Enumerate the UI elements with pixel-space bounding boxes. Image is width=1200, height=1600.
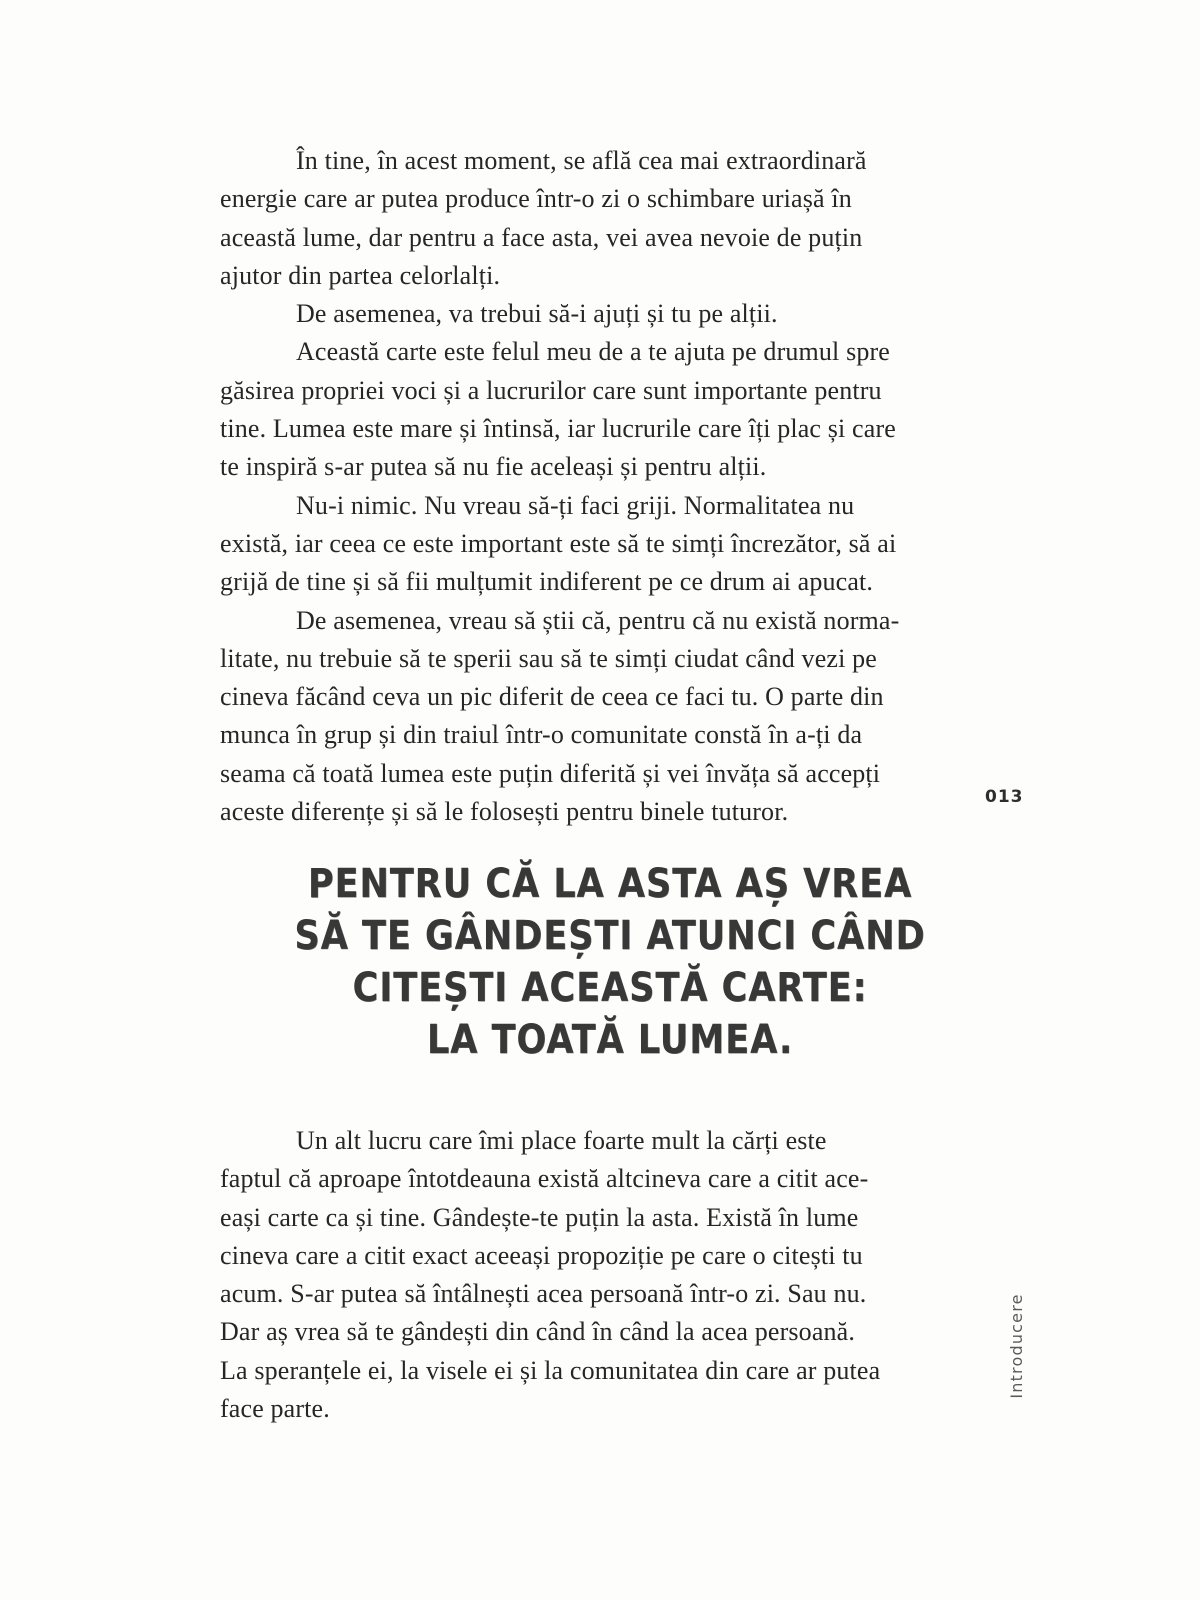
text-line: Nu-i nimic. Nu vreau să-ți faci griji. Normalitatea nu [296, 490, 855, 520]
text-line: munca în grup și din traiul într-o comunitate constă în a-ți da [220, 720, 863, 750]
text-line: eași carte ca și tine. Gândește-te puțin la asta. Există în lume [220, 1202, 859, 1232]
page-number: 013 [985, 787, 1024, 807]
text-line: acum. S-ar putea să întâlnești acea persoană într-o zi. Sau nu. [220, 1279, 867, 1309]
pull-quote [267, 858, 953, 1066]
text-line: găsirea propriei voci și a lucrurilor care sunt importante pentru [220, 375, 882, 405]
text-line: aceste diferențe și să le folosești pentru binele tuturor. [220, 797, 789, 827]
text-line: În tine, în acest moment, se află cea mai extraordinară [296, 146, 867, 175]
text-line: La speranțele ei, la visele ei și la comunitatea din care ar putea [220, 1355, 881, 1385]
text-line: tine. Lumea este mare și întinsă, iar lucrurile care îți plac și care [220, 414, 896, 444]
text-line: Un alt lucru care îmi place foarte mult la cărți este [296, 1126, 827, 1155]
text-line: face parte. [220, 1394, 330, 1424]
text-line: cineva care a citit exact aceeași propoziție pe care o citești tu [220, 1240, 863, 1270]
body-text-bottom [220, 1122, 1000, 1428]
pull-quote-line: SĂ TE GÂNDEȘTI ATUNCI CÂND [294, 913, 926, 959]
text-line: te inspiră s-ar putea să nu fie aceleași și pentru alții. [220, 452, 767, 482]
pull-quote-line: LA TOATĂ LUMEA. [426, 1017, 794, 1063]
body-text-top [220, 142, 1000, 831]
text-line: ajutor din partea celorlalți. [220, 260, 501, 290]
text-line: De asemenea, vreau să știi că, pentru că nu există norma- [296, 605, 900, 635]
text-line: energie care ar putea produce într-o zi o schimbare uriașă în [220, 184, 852, 214]
text-line: litate, nu trebuie să te sperii sau să te simți ciudat când vezi pe [220, 643, 877, 673]
pull-quote-line: CITEȘTI ACEASTĂ CARTE: [352, 965, 868, 1011]
text-line: Această carte este felul meu de a te ajuta pe drumul spre [296, 337, 890, 367]
text-line: De asemenea, va trebui să-i ajuți și tu pe alții. [296, 299, 778, 329]
text-line: faptul că aproape întotdeauna există altcineva care a citit ace- [220, 1164, 869, 1194]
text-line: Dar aș vrea să te gândești din când în când la acea persoană. [220, 1317, 856, 1347]
text-line: seama că toată lumea este puțin diferită și vei învăța să accepți [220, 758, 881, 788]
text-line: grijă de tine și să fii mulțumit indiferent pe ce drum ai apucat. [220, 567, 874, 597]
text-line: cineva făcând ceva un pic diferit de ceea ce faci tu. O parte din [220, 682, 884, 712]
pull-quote-line: PENTRU CĂ LA ASTA AȘ VREA [307, 861, 913, 907]
text-line: există, iar ceea ce este important este să te simți încrezător, să ai [220, 528, 897, 558]
text-line: această lume, dar pentru a face asta, vei avea nevoie de puțin [220, 222, 863, 252]
running-head: Introducere [1007, 1293, 1026, 1399]
